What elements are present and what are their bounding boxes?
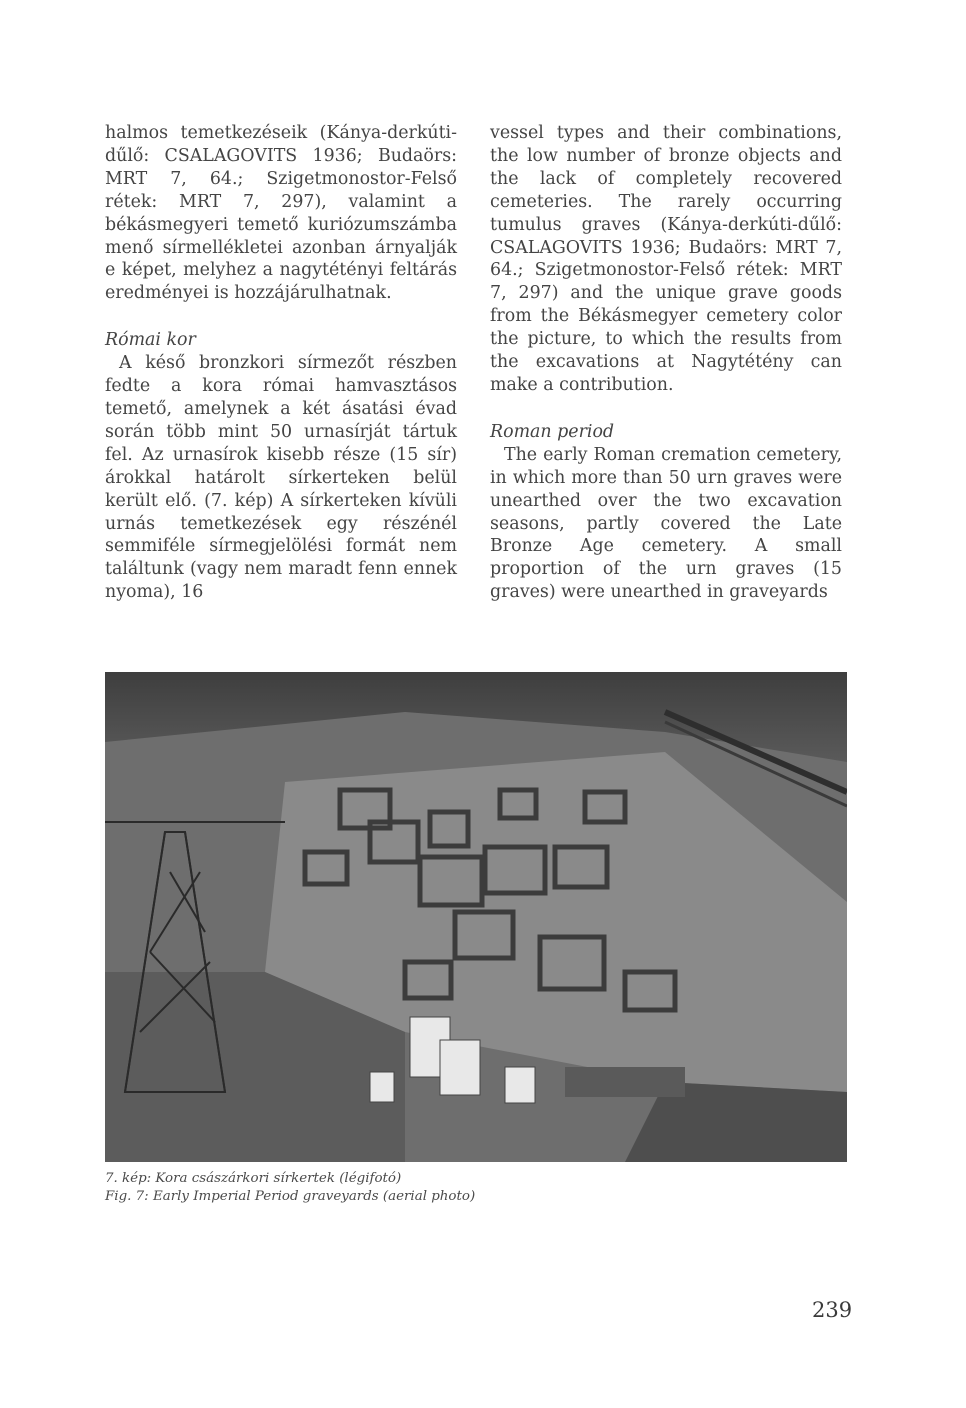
right-paragraph-2: The early Roman cremation cemetery, in which more than 50 urn graves were unearthed over the two excavation seasons, partly covered the Late Bronze Age cemetery. A small proportion of the urn graves (15 graves) were unearthed in graveyards xyxy=(490,444,842,603)
right-paragraph-1: vessel types and their combinations, the low number of bronze objects and the lack of completely recovered cemeteries. The rarely occurring tumulus graves (Kánya-derkúti-dűlő: CSALAGOVITS 1936; Budaörs: MRT 7, 64.; Szigetmonostor-Felső rétek: MRT 7, 297) and the unique grave goods from the Békásmegyer cemetery color the picture, to which the results from the excavations at Nagytétény can make a contribution. xyxy=(490,123,842,395)
aerial-photo xyxy=(105,672,847,1162)
left-paragraph-2: A késő bronzkori sírmezőt részben fedte a kora római hamvasztásos temető, amelynek a két ásatási évad során több mint 50 urnasírját tártuk fel. Az urnasírok kisebb része (15 sír) árokkal határolt sírkerteken belül került elő. (7. kép) A sírkerteken kívüli urnás temetkezések egy részénél semmiféle sírmegjelölési formát nem találtunk (vagy nem maradt fenn ennek nyoma), 16 xyxy=(105,353,457,603)
page-number: 239 xyxy=(812,1298,853,1322)
right-section-heading: Roman period xyxy=(490,421,615,442)
left-section-heading: Római kor xyxy=(105,330,196,351)
left-paragraph-1: halmos temetkezéseik (Kánya-derkúti-dűlő: CSALAGOVITS 1936; Budaörs: MRT 7, 64.; Szigetmonostor-Felső rétek: MRT 7, 297), valamint a békásmegyeri temető kuriózumszámba menő sírmellékletei azonban árnyalják e képet, melyhez a nagytétényi feltárás eredményei is hozzájárulhatnak. xyxy=(105,123,457,304)
right-column xyxy=(490,122,842,604)
caption-english: Fig. 7: Early Imperial Period graveyards (aerial photo) xyxy=(105,1189,476,1204)
figure-caption xyxy=(105,1170,475,1206)
caption-hungarian: 7. kép: Kora császárkori sírkertek (légifotó) xyxy=(105,1171,402,1186)
left-column xyxy=(105,122,457,604)
